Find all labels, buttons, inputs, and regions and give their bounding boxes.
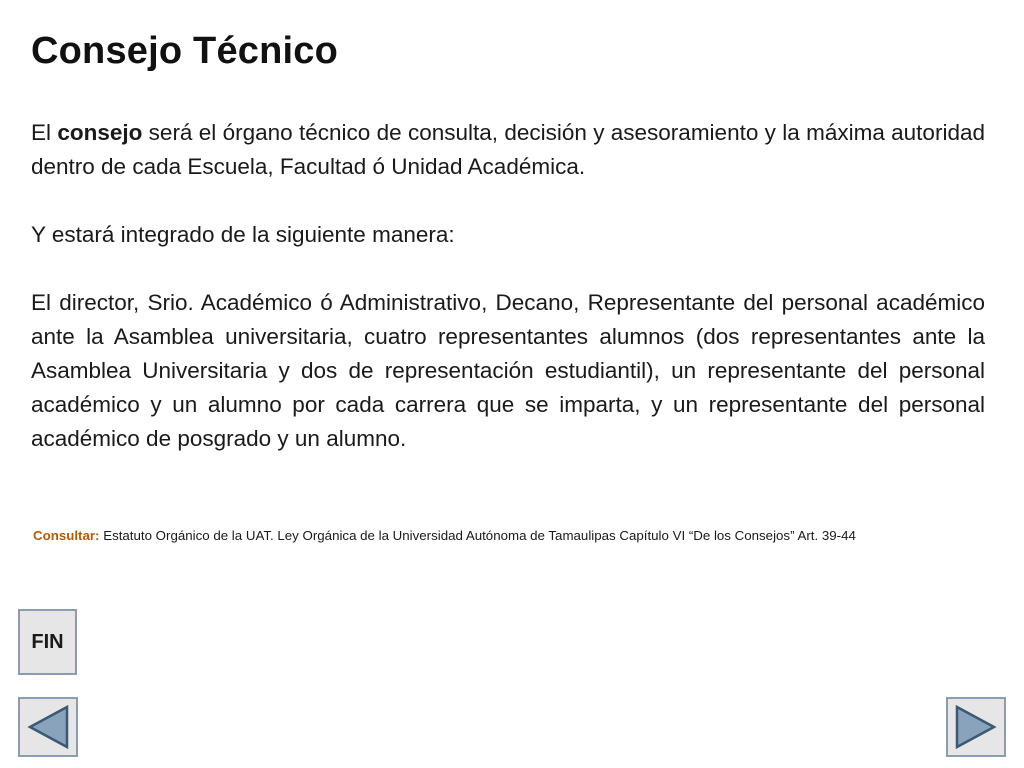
intro-rest: será el órgano técnico de consulta, decisión y asesoramiento y la máxima autoridad dentro de cada Escuela, Facultad ó Unidad Académica. xyxy=(31,120,985,179)
fin-button-label: FIN xyxy=(31,630,64,653)
slide-body xyxy=(31,116,985,456)
composition-paragraph: El director, Srio. Académico ó Administrativo, Decano, Representante del personal académico ante la Asamblea universitaria, cuatro representantes alumnos (dos representantes ante la Asamblea Universitaria y dos de representación estudiantil), un representante del personal académico y un alumno por cada carrera que se imparta, y un representante del personal académico de posgrado y un alumno. xyxy=(31,290,985,451)
previous-slide-button[interactable] xyxy=(18,697,78,757)
intro-paragraph xyxy=(31,116,985,184)
intro-lead: El xyxy=(31,120,58,145)
reference-note xyxy=(33,527,993,545)
slide-title: Consejo Técnico xyxy=(31,30,339,72)
reference-text: Estatuto Orgánico de la UAT. Ley Orgánica de la Universidad Autónoma de Tamaulipas Capítulo VI “De los Consejos” Art. 39-44 xyxy=(99,528,856,543)
reference-label: Consultar: xyxy=(33,528,100,543)
composition-heading: Y estará integrado de la siguiente manera: xyxy=(31,222,455,247)
triangle-right-icon xyxy=(952,703,1000,751)
intro-emphasis: consejo xyxy=(57,120,143,145)
next-slide-button[interactable] xyxy=(946,697,1006,757)
fin-button[interactable] xyxy=(18,609,77,675)
triangle-left-icon xyxy=(24,703,72,751)
